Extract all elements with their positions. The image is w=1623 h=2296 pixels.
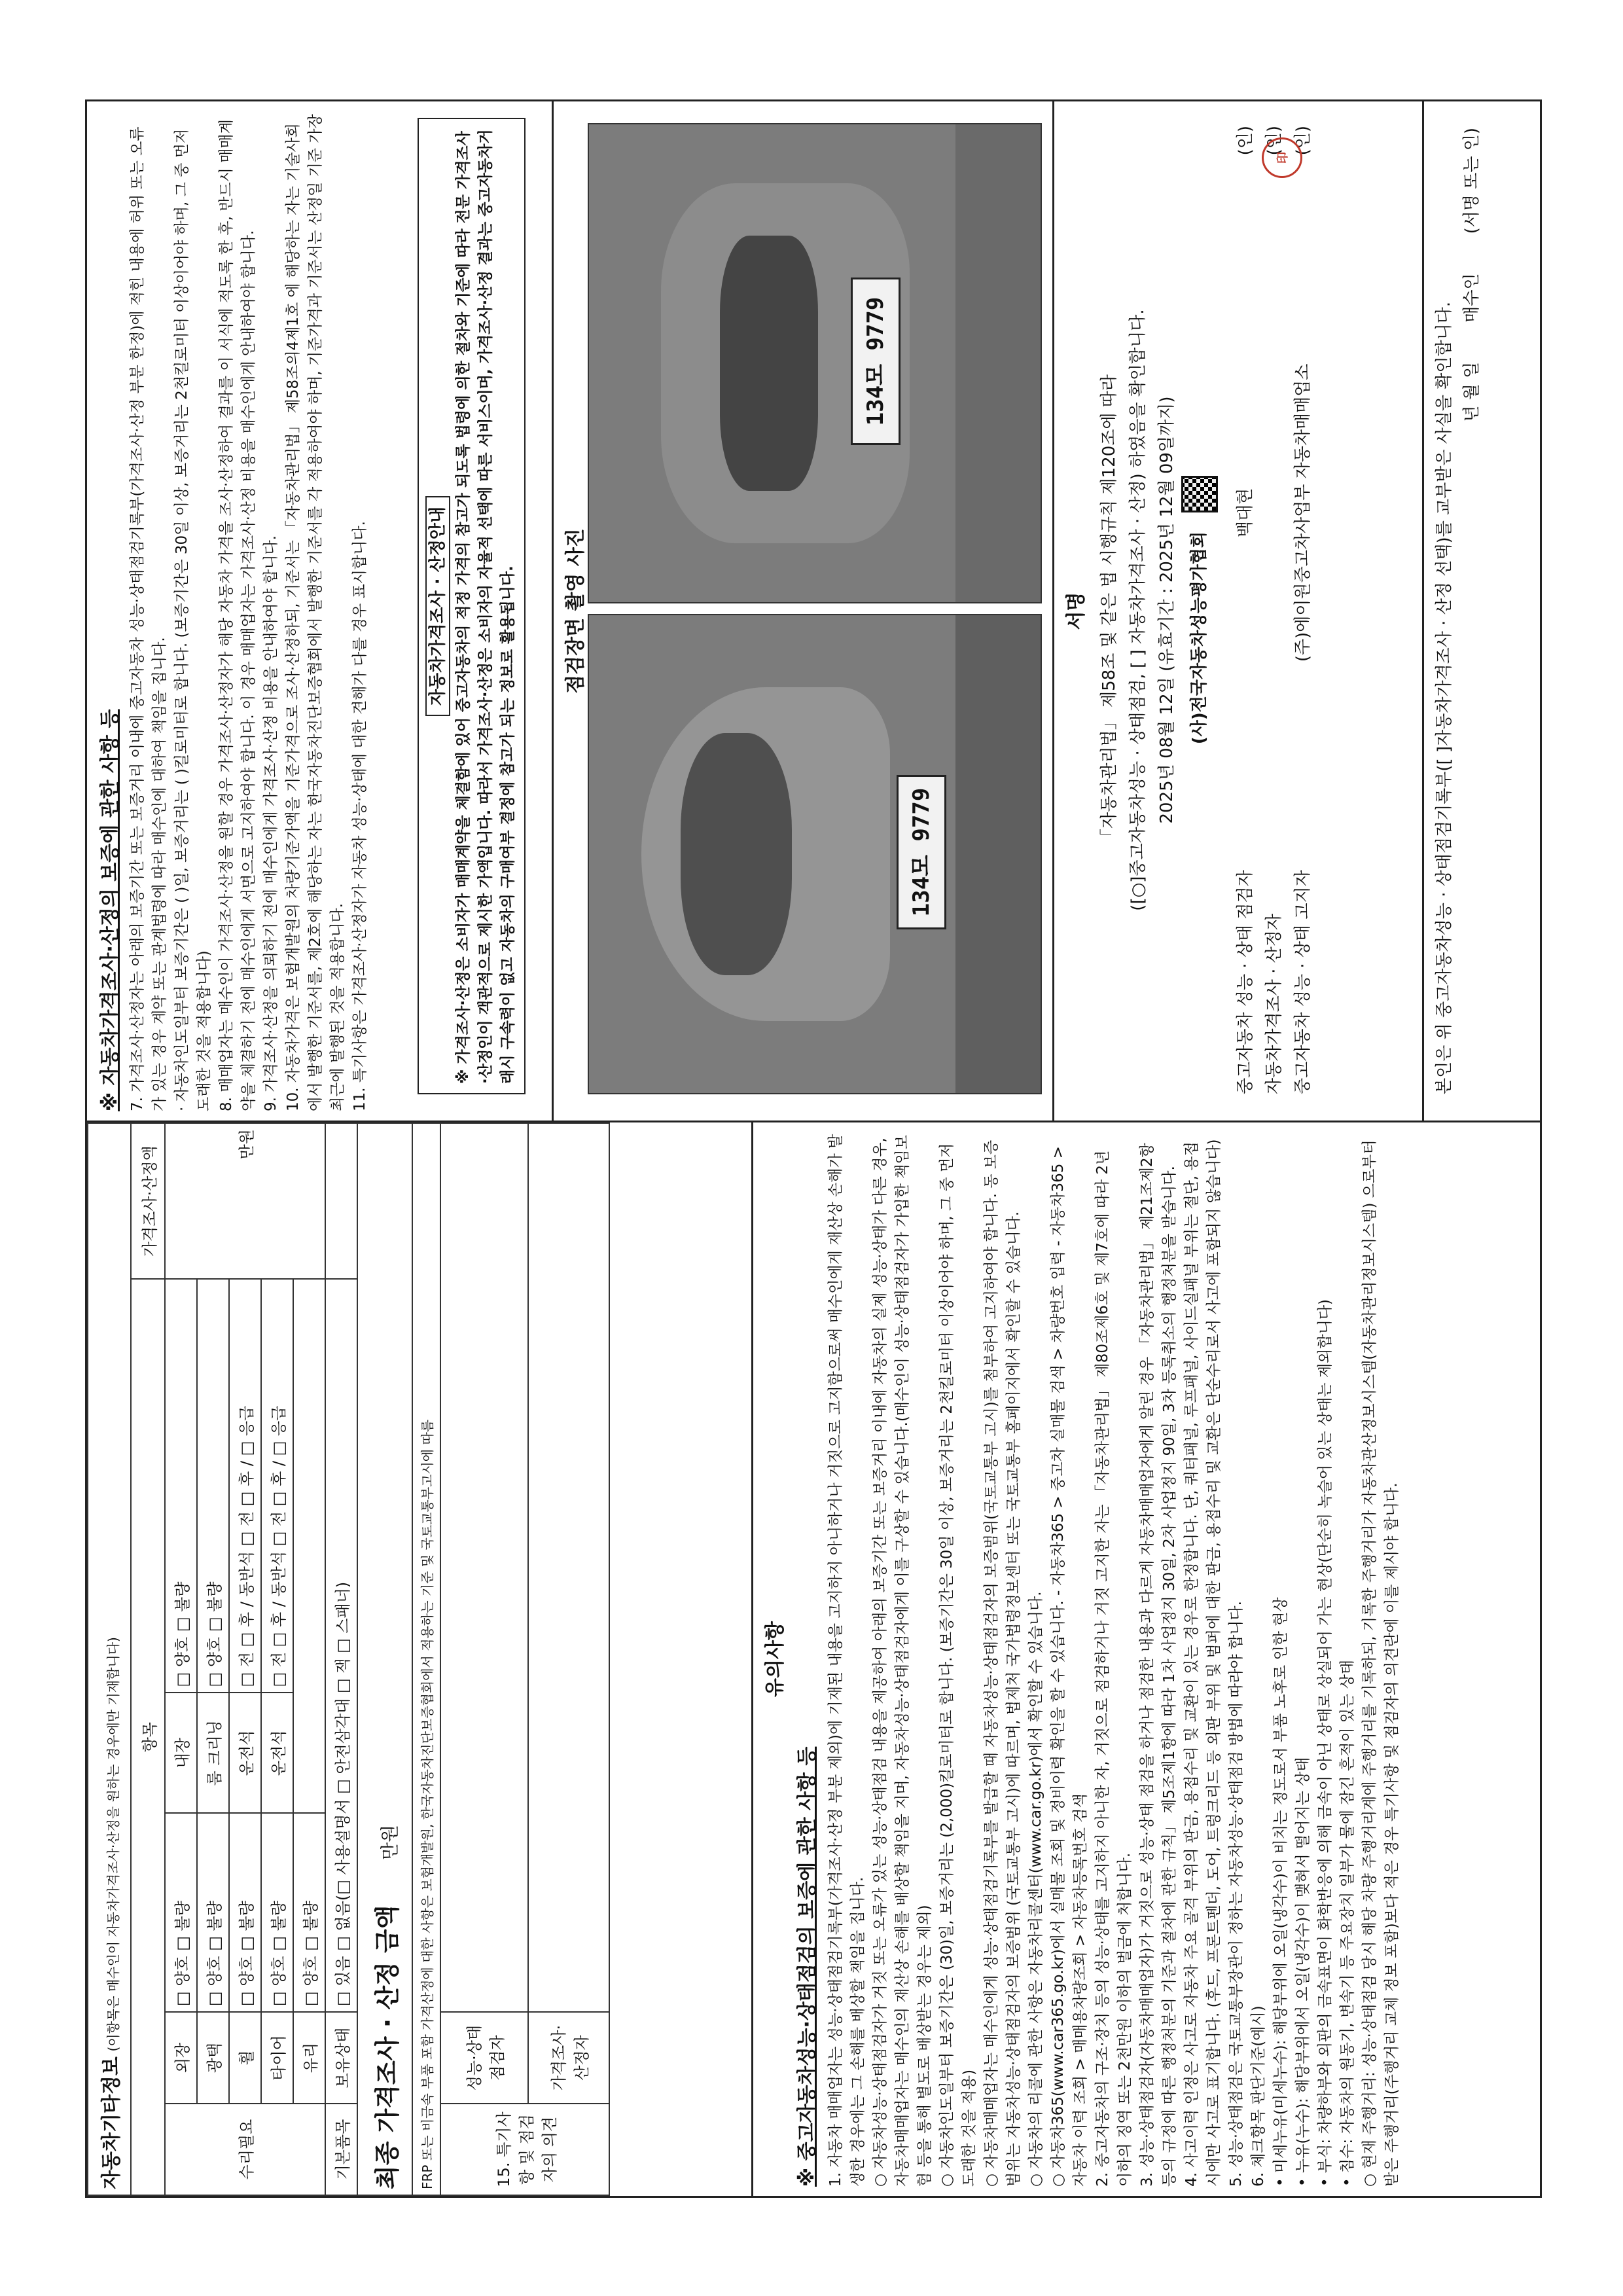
buyer-section	[1422, 101, 1492, 1121]
other-info-table	[87, 1122, 610, 2196]
notice-body	[791, 1133, 1403, 2187]
row-opts: □ 양호 □ 불량	[261, 1813, 293, 2012]
row-name-2: 운전석	[261, 1693, 293, 1813]
special-field-1[interactable]	[440, 1123, 528, 2012]
org-name: (사)전국자동차성능평가협회	[1189, 531, 1209, 745]
row-name: 타이어	[261, 2012, 293, 2104]
inspection-photo-front	[588, 614, 1042, 1094]
table-title: 자동차기타정보	[100, 2056, 123, 2189]
notice-para: 6. 체크항목 판단기준(예시)	[1250, 2005, 1267, 2187]
row-name-2: 룸 크리닝	[197, 1693, 229, 1813]
row-opts: □ 양호 □ 불량	[229, 1813, 261, 2012]
left-column	[87, 1121, 1540, 2196]
notice-para: ○ 자동차매매업자는 매수인에게 성능·상태점검기록부를 발급할 때 자동차성능·상태점검자의 보증범위(국토교통부 고시)를 첨부하여 고지하여야 합니다. 동 보증범위는 자동차성능·상태점검자의 보증범위 (국토교통부 고시)에 따르며, 법제처 국가법령정보센터 또는 국토교통부 홈페이지에서 확인할 수 있습니다.	[983, 1139, 1022, 2187]
role-1-name: 백대현	[1236, 488, 1255, 538]
notice-para: 3. 성능·상태점검자(자동차매매업자)가 거짓으로 성능·상태 점검을 하거나 점검한 내용과 다르게 자동차매매업자에게 알린 경우 「자동차관리법」 제21조제2항 등의 규정에 따른 행정처분의 기준과 절차에 관한 규칙」 제5조제1항에 따라 1차 사업정지 30일, 2차 사업정지 90일, 3차 등록취소의 행정처분을 받습니다.	[1139, 1143, 1178, 2187]
row-name: 휠	[229, 2012, 261, 2104]
row-opts-2: □ 양호 □ 불량	[165, 1279, 197, 1693]
final-price-unit: 만원	[378, 1824, 401, 1860]
seal-mark: (인)	[1264, 126, 1284, 156]
red-seal-stamp-icon: 印	[1262, 137, 1302, 178]
notice-para: ○ 자동차365(www.car365.go.kr)에서 실매물 조회 및 정비이력 확인을 할 수 있습니다. - 자동차365 > 중고차 실매물 검색 > 차량번호 입력 - 자동차365 > 자동차 이력 조회 > 매매용차량조회 > 자동차등록번호 검색	[1050, 1146, 1089, 2187]
row-name: 유리	[293, 2012, 325, 2104]
repair-label: 수리필요	[165, 2104, 325, 2195]
row-opts: □ 양호 □ 불량	[197, 1813, 229, 2012]
buyer-label: 매수인	[1462, 273, 1482, 323]
form-frame	[85, 99, 1542, 2198]
price-guide-box	[418, 118, 526, 1094]
notice-para: • 부식: 차량하부와 외판의 금속표면이 화학반응에 의해 금속이 아닌 상태로 상실되어 가는 현상(단순히 녹슬어 있는 상태는 제외합니다)	[1317, 1299, 1334, 2187]
sign-dates: 2025년 08월 12일 (유효기간 : 2025년 12월 09일까지)	[1157, 396, 1177, 824]
sign-section	[1095, 126, 1317, 1094]
notice-para: ○ 자동차의 리콜에 관한 사항은 자동차리콜센터(www.car.go.kr)에서 확인할 수 있습니다.	[1027, 1591, 1044, 2187]
guarantee-para: 7. 가격조사·산정자는 아래의 보증기간 또는 보증거리 이내에 중고자동차 성능·상태점검기록부(가격조사·산정 부분 한정)에 적힌 내용에 허위 또는 오류가 있는 경우 계약 또는 관계법령에 따라 매수인에 대하여 책임을 집니다.	[129, 126, 168, 1111]
notice-para: ○ 현재 주행거리: 성능·상태점검 당시 해당 차량 주행거리계에 주행거리를 기록하되, 기록한 주행거리가 자동차관산정보시스템(자동차관리정보시스템) 으로부터 받은 주행거리(주행거리 교체 정보 포함)보다 적은 경우 특기사항 및 점검자의 의견란에 이를 제시야 합니다.	[1361, 1139, 1400, 2187]
col-item-header: 항목	[131, 1279, 165, 2195]
seal-mark: (인)	[1236, 126, 1255, 156]
notice-para: ○ 자동차성능·상태점검자가 거짓 또는 오류가 있는 성능·상태점검 내용을 제공하여 아래의 보증기간 또는 보증거리 이내에 자동차의 실제 성능·상태가 다른 경우, 자동차매매업자는 매수인의 재산상 손해를 배상할 책임을 지며, 자동차성능·상태점검자에게 이를 구상할 수 있습니다.(매수인이 성능·상태점검자가 가입한 책임보험 등을 통해 별도로 배상받는 경우는 제외)	[872, 1135, 933, 2187]
row-name: 광택	[197, 2012, 229, 2104]
notice-para: 2. 중고자동차의 구조·장치 등의 성능·상태를 고지하지 아니한 자, 거짓으로 점검하거나 거짓 고지한 자는 「자동차관리법」 제80조제6호 및 제7호에 따라 2년 이하의 징역 또는 2천만원 이하의 벌금에 처합니다.	[1094, 1150, 1133, 2187]
sign-law: 「자동차관리법」 제58조 및 같은 법 시행규칙 제120조에 따라	[1099, 374, 1119, 846]
row-name-2: 운전석	[229, 1693, 261, 1813]
final-price-title: 최종 가격조사 · 산정 금액	[372, 1905, 402, 2189]
inspection-photo-rear	[588, 123, 1042, 603]
table-note: (이항목은 매수인이 자동차가격조사·산정을 원하는 경우에만 기재합니다)	[105, 1637, 121, 2052]
basic-opts: □ 있음 □ 없음(□ 사용설명서 □ 안전삼각대 □ 잭 □ 스패너)	[325, 1279, 357, 2012]
special-sub-2: 가격조사·산정자	[528, 2012, 609, 2104]
special-sub-1: 성능·상태 점검자	[440, 2012, 528, 2104]
row-name-2: 내장	[165, 1693, 197, 1813]
license-plate: 134모 9779	[897, 775, 946, 929]
row-opts-2: □ 전 □ 후 / 동반석 □ 전 □ 후 / □ 응급	[261, 1279, 293, 1693]
qr-code-icon	[1181, 476, 1218, 512]
price-guide-title: 자동차가격조사 · 산정안내	[425, 496, 450, 716]
role-3: 중고자동차 성능 · 상태 고지자	[1293, 870, 1313, 1094]
row-opts-2: □ 전 □ 후 / 동반석 □ 전 □ 후 / □ 응급	[229, 1279, 261, 1693]
photo-title: 점검장면 촬영 사진	[564, 528, 587, 694]
row-name: 외장	[165, 2012, 197, 2104]
notice-para: • 침수: 자동차의 원동기, 변속기 등 주요장치 일부가 물에 잠긴 흔적이 있는 상태	[1339, 1659, 1356, 2187]
guarantee-para: 11. 특기사항은 가격조사·산정자가 자동차 성능·상태에 대한 견해가 다를 경우 표시합니다.	[351, 521, 368, 1111]
price-note: FRP 또는 비금속 부품 포함 가격산정에 대한 사항은 보험개발원, 한국자동차진단보증협회에서 적용하는 기준 및 국토교통부고시에 따름	[412, 1123, 440, 2195]
special-field-2[interactable]	[528, 1123, 609, 2012]
role-1: 중고자동차 성능 · 상태 점검자	[1236, 870, 1255, 1094]
unit-man: 만원	[165, 1123, 325, 1279]
notice-para: • 미세누유(미세누수): 해당부위에 오일(냉각수)이 비치는 정도로서 부품 노후로 인한 현상	[1272, 1597, 1289, 2187]
buyer-sign[interactable]: (서명 또는 인)	[1462, 128, 1482, 234]
row-opts: □ 양호 □ 불량	[165, 1813, 197, 2012]
buyer-text: 본인은 위 중고자동차성능 · 상태점검기록부([ ]자동차가격조사 · 산정 선택)를 교부받은 사실을 확인합니다.	[1435, 301, 1454, 1094]
notice-para: 5. 성능·상태점검은 국토교통부장관이 정하는 자동차성능·상태점검 방법에 따라야 합니다.	[1228, 1601, 1245, 2187]
sign-choice: ([○]중고자동차성능 · 상태점검, [ ] 자동차가격조사 · 산정) 하였음을 확인합니다.	[1128, 309, 1148, 911]
guarantee-para: 8. 매매업자는 매수인이 가격조사·산정을 원할 경우 가격조사·산정자가 해당 자동차 가격을 조사·산정하여 결과를 이 서식에 적도록 한 후, 반드시 매매계약을 체결하기 전에 매수인에게 서면으로 고지하여야 합니다. 이 경우 매매업자는 가격조사·산정 비용을 매수인에게 안내하여야 합니다.	[218, 119, 257, 1111]
guarantee-section	[94, 113, 371, 1111]
row-opts-2: □ 양호 □ 불량	[197, 1279, 229, 1693]
notice-title: 유의사항	[764, 1621, 787, 1697]
guarantee-para: · 자동차인도일부터 보증기간은 ( )일, 보증거리는 ( )킬로미터로 합니다. (보증기간은 30일 이상, 보증거리는 2천킬로미터 이상이어야 하며, 그 중 먼저 도래한 것을 적용합니다)	[173, 128, 213, 1111]
notice-para: 4. 사고이력 인정은 사고로 자동차 주요 골격 부위의 판금, 용접수리 및 교환이 있는 경우로 한정합니다. 단, 쿼터패널, 루프패널, 사이드실패널 부위는 절단, 용접 시에만 사고로 표기합니다. (후드, 프론트펜더, 도어, 트렁크리드 등 외판 부위 및 범퍼에 대한 판금, 용접수리 및 교환은 단순수리로서 사고에 포함되지 않습니다)	[1183, 1139, 1222, 2187]
notice-section-title: ※ 중고자동차성능·상태점검의 보증에 관한 사항 등	[796, 1746, 819, 2187]
right-column	[87, 101, 1540, 1121]
notice-para: 1. 자동차 매매업자는 성능·상태점검기록부(가격조사·산정 부분 제외)에 기재된 내용을 고지하지 아니하거나 거짓으로 고지함으로써 매수인에게 재산상 손해가 발생한 경우에는 그 손해를 배상할 책임을 집니다.	[827, 1134, 866, 2187]
basic-label: 기본품목	[325, 2104, 357, 2195]
license-plate: 134모 9779	[851, 278, 901, 445]
row-opts: □ 양호 □ 불량	[293, 1813, 325, 2012]
seal-mark: (인)	[1293, 126, 1313, 156]
special-label: 15. 특기사항 및 점검자의 의견	[440, 2104, 609, 2195]
date-line: 년 월 일	[1462, 361, 1482, 422]
price-guide-text: ※ 가격조사·산정은 소비자가 매매계약을 체결함에 있어 중고자동차의 적정 가격의 참고가 되도록 법령에 의한 절차와 기준에 따라 전문 가격조사·산정인이 객관적으로 제시한 가액입니다. 따라서 가격조사·산정은 소비자의 자율적 선택에 따른 서비스이며, 가격조사·산정 결과는 중고자동차거래시 구속력이 없고 자동차의 구매여부 결정에 참고가 되는 정보로 활용됩니다.	[455, 129, 516, 1084]
role-2: 자동차가격조사 · 산정자	[1264, 914, 1284, 1094]
role-3-name: (주)에이원중고차사업부 자동차매매업소	[1293, 363, 1313, 662]
guarantee-title: ※ 자동차가격조사·산정의 보증에 관한 사항 등	[99, 709, 122, 1111]
guarantee-para: 9. 가격조사·산정을 의뢰하기 전에 매수인에게 가격조사·산정 비용을 안내하여야 합니다.	[262, 535, 279, 1111]
notice-para: • 누유(누수): 해당부위에서 오일(냉각수)이 맺혀서 떨어지는 상태	[1294, 1757, 1311, 2187]
sign-title: 서명	[1065, 592, 1088, 630]
notice-para: ○ 자동차인도일부터 보증기간은 (30)일, 보증거리는 (2,000)킬로미터로 합니다. (보증기간은 30일 이상, 보증거리는 2천킬로미터 이상이어야 하며, 그 중 먼저 도래한 것을 적용)	[938, 1143, 978, 2187]
basic-sub: 보유상태	[325, 2012, 357, 2104]
guarantee-para: 10. 자동차가격은 보험개발원의 차량기준가액을 기준가격으로 조사·산정하되, 기준서는 「자동차관리법」 제58조의4제1호 에 해당하는 자는 기술사회에서 발행한 기준서를, 제2호에 해당하는 자는 한국자동차진단보증협회에서 발행한 기준서를 각 적용하여야 하며, 기준가격과 기준서는 산정일 기준 가장 최근에 발행된 것을 적용합니다.	[285, 114, 346, 1111]
col-price-header: 가격조사·산정액	[131, 1123, 165, 1279]
